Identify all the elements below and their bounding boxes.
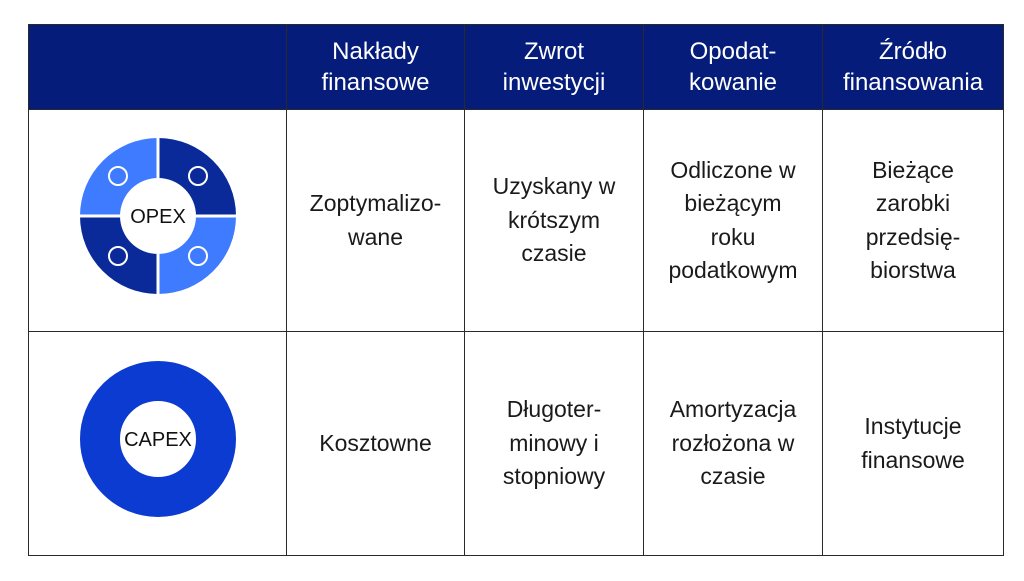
opex-naklady: Zoptymalizo- wane [287,110,465,332]
capex-naklady: Kosztowne [287,332,465,556]
opex-opodatkowanie: Odliczone w bieżącym roku podatkowym [644,110,823,332]
table-row-capex [29,332,1004,556]
header-empty-cell [29,25,287,110]
opex-label: OPEX [129,205,186,228]
header-zwrot: Zwrot inwestycji [465,25,644,110]
opex-zrodlo: Bieżące zarobki przedsię- biorstwa [823,110,1004,332]
header-row [29,25,1004,110]
table-row-opex [29,110,1004,332]
capex-label: CAPEX [123,428,192,451]
ring-icon [78,359,238,519]
header-zrodlo: Źródło finansowania [823,25,1004,110]
capex-opodatkowanie: Amortyzacja rozłożona w czasie [644,332,823,556]
opex-icon-cell [29,110,287,332]
capex-zwrot: Długoter- minowy i stopniowy [465,332,644,556]
puzzle-ring-icon [78,136,238,296]
header-opodatkowanie: Opodat- kowanie [644,25,823,110]
opex-zwrot: Uzyskany w krótszym czasie [465,110,644,332]
comparison-table [28,24,1004,556]
header-naklady: Nakłady finansowe [287,25,465,110]
capex-zrodlo: Instytucje finansowe [823,332,1004,556]
capex-icon-cell [29,332,287,556]
